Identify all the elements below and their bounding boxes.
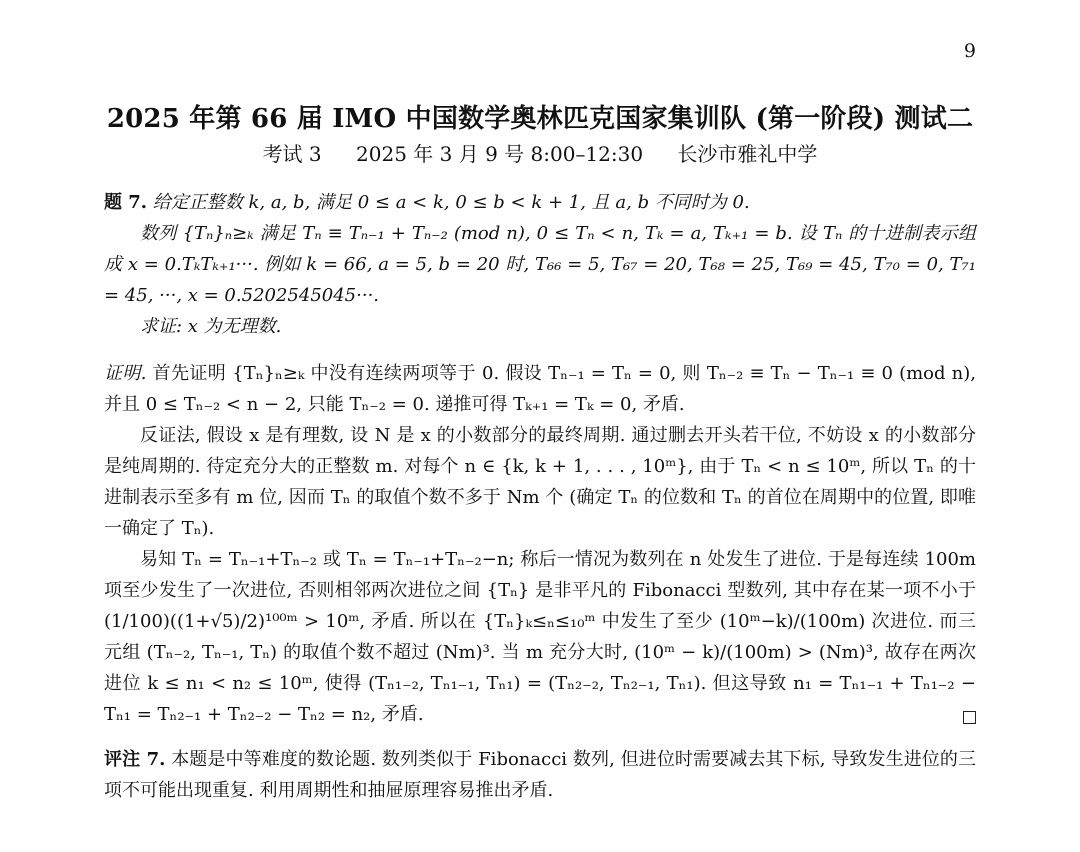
- proof-paragraph-2: 反证法, 假设 x 是有理数, 设 N 是 x 的小数部分的最终周期. 通过删去开头若干位, 不妨设 x 的小数部分是纯周期的. 待定充分大的正整数 m. 对每个 n ∈ {k, k + 1, . . . , 10ᵐ}, 由于 Tₙ < n ≤ 10ᵐ, 所以 Tₙ 的十进制表示至多有 m 位, 因而 Tₙ 的取值个数不多于 Nm 个 (确定 Tₙ 的位数和 Tₙ 的首位在周期中的位置, 即唯一确定了 Tₙ).: [104, 425, 977, 539]
- problem-line-3: 求证: x 为无理数.: [140, 316, 282, 337]
- exam-subtitle: [0, 138, 1080, 167]
- document-body: [104, 187, 976, 806]
- qed-square-icon: [963, 711, 976, 724]
- remark-block: [104, 744, 976, 806]
- proof-text-1: 首先证明 {Tₙ}ₙ≥ₖ 中没有连续两项等于 0. 假设 Tₙ₋₁ = Tₙ = 0, 则 Tₙ₋₂ ≡ Tₙ − Tₙ₋₁ ≡ 0 (mod n), 并且 0 ≤ Tₙ₋₂ < n − 2, 只能 Tₙ₋₂ = 0. 递推可得 Tₖ₊₁ = Tₖ = 0, 矛盾.: [104, 363, 976, 415]
- proof-text-3: 易知 Tₙ = Tₙ₋₁+Tₙ₋₂ 或 Tₙ = Tₙ₋₁+Tₙ₋₂−n; 称后一情况为数列在 n 处发生了进位. 于是每连续 100m 项至少发生了一次进位, 否则相邻两次进位之间 {Tₙ} 是非平凡的 Fibonacci 型数列, 其中存在某一项不小于 (1/100)((1+√5)/2)¹⁰⁰ᵐ > 10ᵐ, 矛盾. 所以在 {Tₙ}ₖ≤ₙ≤₁₀ᵐ 中发生了至少 (10ᵐ−k)/(100m) 次进位. 而三元组 (Tₙ₋₂, Tₙ₋₁, Tₙ) 的取值个数不超过 (Nm)³. 当 m 充分大时, (10ᵐ − k)/(100m) > (Nm)³, 故存在两次进位 k ≤ n₁ < n₂ ≤ 10ᵐ, 使得 (Tₙ₁₋₂, Tₙ₁₋₁, Tₙ₁) = (Tₙ₂₋₂, Tₙ₂₋₁, Tₙ₁). 但这导致 n₁ = Tₙ₁₋₁ + Tₙ₁₋₂ − Tₙ₁ = Tₙ₂₋₁ + Tₙ₂₋₂ − Tₙ₂ = n₂, 矛盾.: [104, 549, 976, 725]
- remark-paragraph: [104, 744, 976, 806]
- proof-label: 证明.: [104, 363, 147, 384]
- proof-paragraph-1: [104, 358, 976, 420]
- problem-line-2: 数列 {Tₙ}ₙ≥ₖ 满足 Tₙ ≡ Tₙ₋₁ + Tₙ₋₂ (mod n), 0 ≤ Tₙ < n, Tₖ = a, Tₖ₊₁ = b. 设 Tₙ 的十进制表示组成 x = 0.TₖTₖ₊₁···. 例如 k = 66, a = 5, b = 20 时, T₆₆ = 5, T₆₇ = 20, T₆₈ = 25, T₆₉ = 45, T₇₀ = 0, T₇₁ = 45, ···, x = 0.5202545045···.: [104, 223, 976, 306]
- exam-datetime: 2025 年 3 月 9 号 8:00–12:30: [356, 142, 644, 166]
- remark-label: 评注 7.: [104, 749, 166, 770]
- exam-venue: 长沙市雅礼中学: [677, 142, 818, 166]
- proof-block: [104, 358, 976, 730]
- problem-statement: [104, 187, 976, 218]
- proof-paragraph-3: [104, 544, 976, 730]
- problem-line-1: 给定正整数 k, a, b, 满足 0 ≤ a < k, 0 ≤ b < k + 1, 且 a, b 不同时为 0.: [152, 192, 750, 213]
- problem-label: 题 7.: [104, 192, 148, 213]
- remark-text: 本题是中等难度的数论题. 数列类似于 Fibonacci 数列, 但进位时需要减去其下标, 导致发生进位的三项不可能出现重复. 利用周期性和抽屉原理容易推出矛盾.: [104, 749, 976, 801]
- page-number: 9: [963, 40, 976, 62]
- exam-number: 考试 3: [262, 142, 322, 166]
- page-title: 2025 年第 66 届 IMO 中国数学奥林匹克国家集训队 (第一阶段) 测试二: [106, 104, 974, 134]
- problem-block: [104, 187, 976, 342]
